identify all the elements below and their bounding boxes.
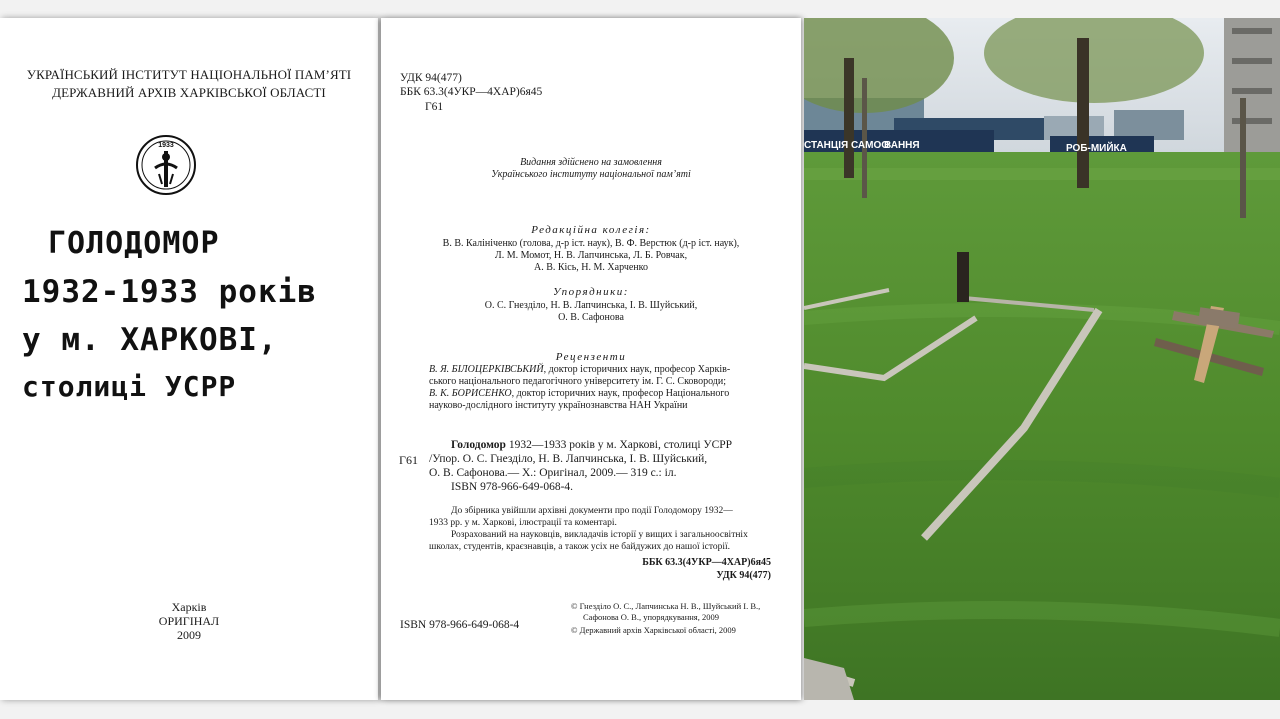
reviewer-2-line-2: науково-дослідного інституту українознавства НАН України xyxy=(429,400,688,411)
description-line-1: До збірника увійшли архівні документи про події Голодомору 1932— xyxy=(451,506,733,516)
catalog-isbn: ISBN 978-966-649-068-4. xyxy=(451,481,574,493)
title-line-2: 1932-1933 років xyxy=(22,274,317,310)
catalog-title: Голодомор xyxy=(451,439,506,451)
imprint-city: Харків xyxy=(171,600,207,614)
reviewer-2-name: В. К. БОРИСЕНКО xyxy=(429,388,512,399)
cemetery-photo xyxy=(804,18,1280,700)
commission-line-1: Видання здійснено на замовлення xyxy=(520,157,662,168)
bbk-code: ББК 63.3(4УКР—4ХАР)6я45 xyxy=(400,86,543,98)
catalog-line-2: /Упор. О. С. Гнезділо, Н. В. Лапчинська, І. В. Шуйський, xyxy=(429,453,708,465)
udk-bottom: УДК 94(477) xyxy=(716,570,771,581)
cemetery-photo-drawing xyxy=(804,18,1280,700)
title-line-1: ГОЛОДОМОР xyxy=(48,226,220,261)
udk-code: УДК 94(477) xyxy=(400,72,462,84)
compilers-line-2: О. В. Сафонова xyxy=(558,312,624,323)
copyright-line-2: Сафонова О. В., упорядкування, 2009 xyxy=(583,612,719,622)
compilers-heading: Упорядники: xyxy=(553,286,629,298)
g61-code: Г61 xyxy=(425,101,444,113)
institute-name: УКРАЇНСЬКИЙ ІНСТИТУТ НАЦІОНАЛЬНОЇ ПАМ’ЯТІ xyxy=(26,67,352,82)
catalog-line-1: Голодомор 1932—1933 років у м. Харкові, столиці УСРР xyxy=(451,439,733,451)
emblem-year: 1933 xyxy=(158,142,174,149)
board-heading: Редакційна колегія: xyxy=(531,224,651,236)
compilers-line-1: О. С. Гнезділо, Н. В. Лапчинська, І. В. Шуйський, xyxy=(484,300,698,311)
reviewers-heading: Рецензенти xyxy=(555,351,627,363)
isbn-bottom: ISBN 978-966-649-068-4 xyxy=(400,619,520,631)
description-line-4: школах, студентів, краєзнавців, а також усіх не байдужих до нашої історії. xyxy=(429,542,731,552)
commission-line-2: Українського інституту національної пам’яті xyxy=(491,169,691,180)
archive-name: ДЕРЖАВНИЙ АРХІВ ХАРКІВСЬКОЇ ОБЛАСТІ xyxy=(52,85,326,100)
reviewer-1-line-2: ського національного педагогічного університету ім. Г. С. Сковороди; xyxy=(429,376,727,387)
sign-center-text: СТАНЦІЯ САМОО xyxy=(804,140,890,151)
title-line-3: у м. ХАРКОВІ, xyxy=(22,322,278,358)
reviewer-1-name: В. Я. БІЛОЦЕРКІВСЬКИЙ xyxy=(429,364,544,375)
board-line-3: А. В. Кісь, Н. М. Харченко xyxy=(533,262,649,273)
description-line-2: 1933 рр. у м. Харкові, ілюстрації та коментарі. xyxy=(429,518,617,528)
holodomor-emblem xyxy=(135,134,197,196)
title-line-4: столиці УСРР xyxy=(22,370,237,403)
description-line-3: Розрахований на науковців, викладачів історії у вищих і загальноосвітніх xyxy=(451,530,748,540)
copyright-line-3: © Державний архів Харківської області, 2009 xyxy=(571,625,736,635)
title-page xyxy=(0,18,378,700)
reviewer-1-line-1: В. Я. БІЛОЦЕРКІВСЬКИЙ, доктор історичних наук, професор Харків- xyxy=(429,364,731,375)
copyright-line-1: © Гнезділо О. С., Лапчинська Н. В., Шуйський І. В., xyxy=(571,601,761,611)
sign-left-text: ВАННЯ xyxy=(884,140,920,151)
imprint-page xyxy=(381,18,801,700)
imprint-year: 2009 xyxy=(177,628,201,642)
bbk-bottom: ББК 63.3(4УКР—4ХАР)6я45 xyxy=(642,557,771,568)
sign-right-text: РОБ-МИЙКА xyxy=(1066,143,1127,154)
catalog-line-3: О. В. Сафонова.— Х.: Оригінал, 2009.— 319 с.: іл. xyxy=(429,467,677,479)
reviewer-2-line-1: В. К. БОРИСЕНКО, доктор історичних наук, професор Національного xyxy=(429,388,730,399)
board-line-2: Л. М. Момот, Н. В. Лапчинська, Л. Б. Ровчак, xyxy=(494,250,688,261)
board-line-1: В. В. Калініченко (голова, д-р іст. наук), В. Ф. Верстюк (д-р іст. наук), xyxy=(442,238,740,249)
imprint-publisher: ОРИГІНАЛ xyxy=(158,614,220,628)
catalog-code: Г61 xyxy=(399,453,418,467)
